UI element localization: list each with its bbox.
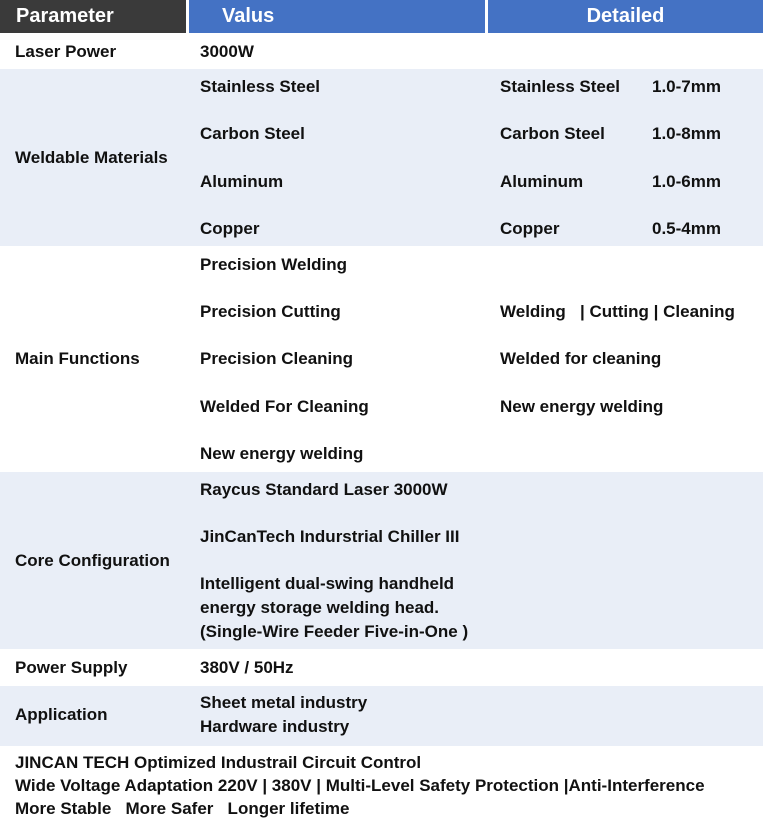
header-parameter bbox=[0, 0, 186, 33]
config-value: Raycus Standard Laser 3000W bbox=[200, 480, 448, 499]
application-value: Sheet metal industry bbox=[200, 693, 368, 712]
label-main-functions: Main Functions bbox=[15, 349, 140, 368]
header-detailed bbox=[488, 0, 763, 33]
function-value: Welded For Cleaning bbox=[200, 397, 369, 416]
material-value: Aluminum bbox=[200, 172, 284, 191]
function-value: Precision Cleaning bbox=[200, 349, 354, 368]
row-band-application bbox=[0, 686, 763, 746]
material-value: Carbon Steel bbox=[200, 124, 305, 143]
config-value: (Single-Wire Feeder Five-in-One ) bbox=[200, 622, 469, 641]
material-detail-range: 1.0-7mm bbox=[652, 77, 721, 96]
material-detail-range: 0.5-4mm bbox=[652, 219, 721, 238]
footer-line: Wide Voltage Adaptation 220V | 380V | Multi-Level Safety Protection |Anti-Interference bbox=[15, 776, 705, 795]
function-detail: New energy welding bbox=[500, 397, 664, 416]
function-value: Precision Welding bbox=[200, 255, 348, 274]
material-detail-name: Copper bbox=[500, 219, 560, 238]
config-value: energy storage welding head. bbox=[200, 598, 440, 617]
material-detail-range: 1.0-8mm bbox=[652, 124, 721, 143]
function-detail: Welding | Cutting | Cleaning bbox=[500, 302, 735, 321]
label-core-configuration: Core Configuration bbox=[15, 551, 170, 570]
material-detail-name: Carbon Steel bbox=[500, 124, 605, 143]
function-value: Precision Cutting bbox=[200, 302, 341, 321]
label-power-supply: Power Supply bbox=[15, 658, 128, 677]
footer-line: JINCAN TECH Optimized Industrail Circuit Control bbox=[15, 753, 422, 772]
material-value: Copper bbox=[200, 219, 260, 238]
function-detail: Welded for cleaning bbox=[500, 349, 662, 368]
config-value: JinCanTech Indurstrial Chiller III bbox=[200, 527, 460, 546]
label-weldable-materials: Weldable Materials bbox=[15, 148, 168, 167]
header-valus bbox=[189, 0, 485, 33]
label-laser-power: Laser Power bbox=[15, 42, 117, 61]
material-detail-name: Stainless Steel bbox=[500, 77, 621, 96]
value-laser-power: 3000W bbox=[200, 42, 254, 61]
header-detailed-label: Detailed bbox=[586, 5, 665, 27]
application-value: Hardware industry bbox=[200, 717, 350, 736]
function-value: New energy welding bbox=[200, 444, 364, 463]
material-detail-range: 1.0-6mm bbox=[652, 172, 721, 191]
header-parameter-label: Parameter bbox=[16, 5, 114, 27]
config-value: Intelligent dual-swing handheld bbox=[200, 574, 455, 593]
header-valus-label: Valus bbox=[222, 5, 275, 27]
footer-line: More Stable More Safer Longer lifetime bbox=[15, 799, 350, 818]
material-value: Stainless Steel bbox=[200, 77, 321, 96]
label-application: Application bbox=[15, 705, 108, 724]
value-power-supply: 380V / 50Hz bbox=[200, 658, 294, 677]
material-detail-name: Aluminum bbox=[500, 172, 584, 191]
